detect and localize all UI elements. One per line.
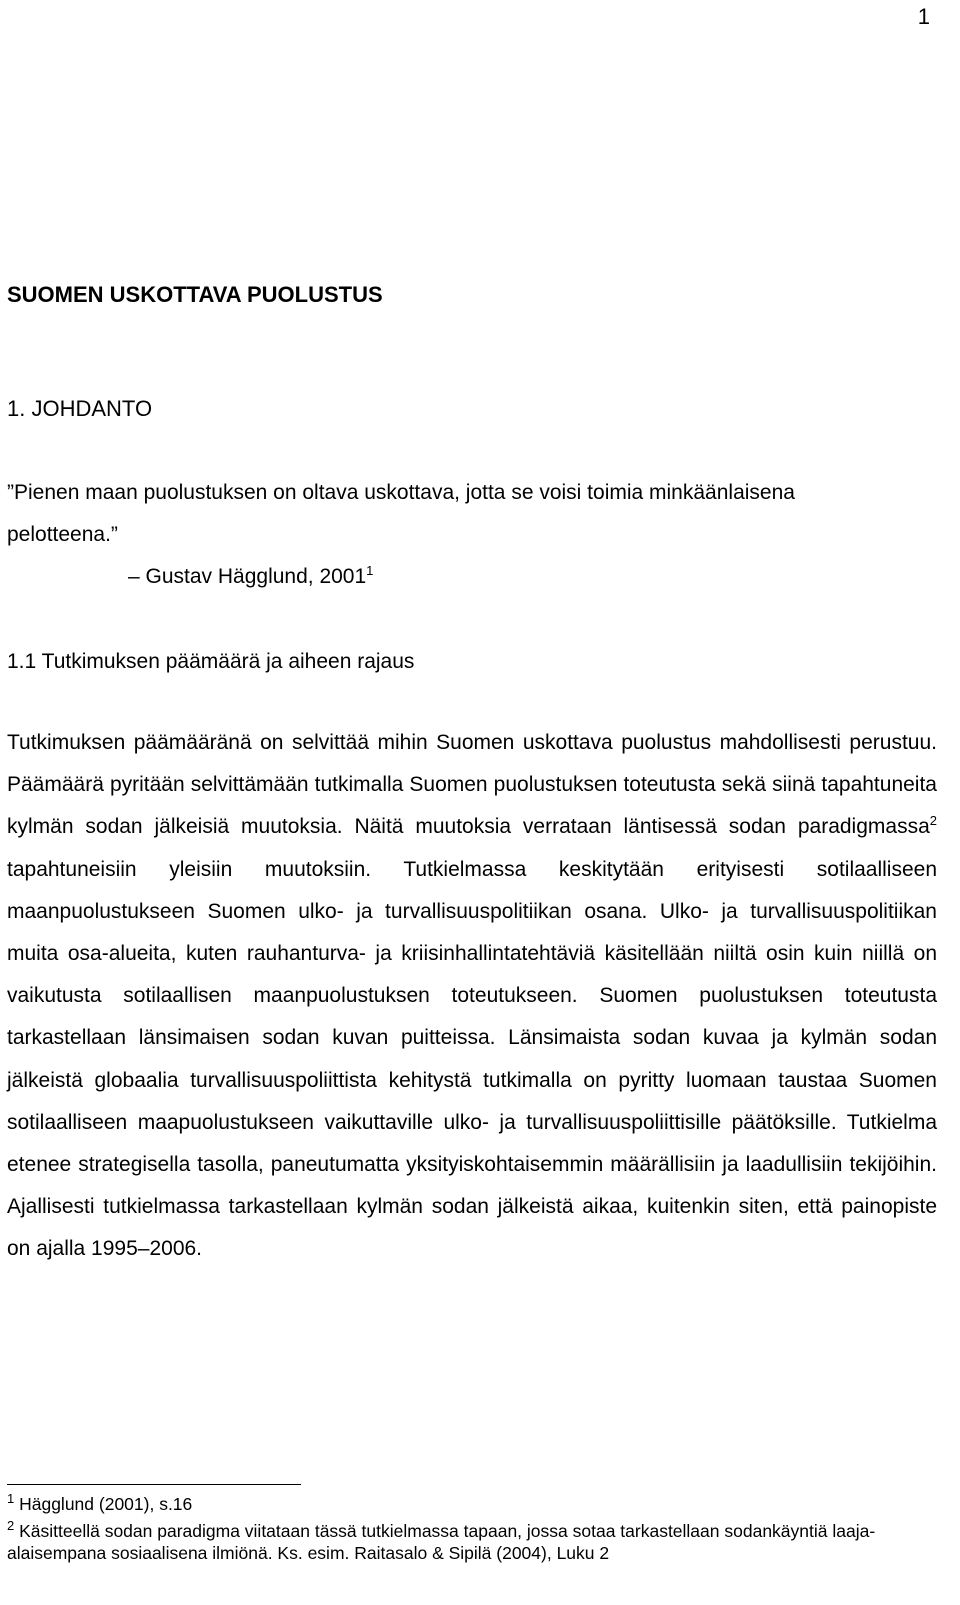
section-heading [7, 650, 414, 674]
footnote-2 [7, 1520, 937, 1564]
quote-line-2: pelotteena.” [7, 523, 118, 546]
chapter-heading [7, 396, 152, 422]
paragraph-part-1: Tutkimuksen päämääränä on selvittää mihin Suomen uskottava puolustus mahdollisesti perustuu. Päämäärä pyritään selvittämään tutkimalla Suomen puolustuksen toteutusta sekä siinä tapahtuneita kylmän sodan jälkeisiä muutoksia. Näitä muutoksia verrataan läntisessä sodan paradigmassa [7, 731, 937, 839]
footnote-number-2: 2 [7, 1518, 15, 1534]
footnote-ref-2: 2 [929, 813, 937, 829]
footnote-text-1: Hägglund (2001), s.16 [14, 1494, 193, 1514]
document-title: SUOMEN USKOTTAVA PUOLUSTUS [7, 282, 383, 307]
footnote-ref-1: 1 [366, 563, 374, 578]
page-number: 1 [917, 4, 930, 29]
footnote-1 [7, 1493, 937, 1515]
chapter-heading-text: 1. JOHDANTO [7, 396, 153, 421]
quote-line-1: ”Pienen maan puolustuksen on oltava uskottava, jotta se voisi toimia minkäänlaisena [7, 481, 795, 504]
footnote-text-2: Käsitteellä sodan paradigma viitataan tässä tutkielmassa tapaan, jossa sotaa tarkastellaan sodankäyntiä laaja-alaisempana sosiaalisena ilmiönä. Ks. esim. Raitasalo & Sipilä (2004), Luku 2 [7, 1521, 876, 1563]
paragraph-part-2: tapahtuneisiin yleisiin muutoksiin. Tutkielmassa keskitytään erityisesti sotilaalliseen maanpuolustukseen Suomen ulko- ja turvallisuuspolitiikan osana. Ulko- ja turvallisuuspolitiikan muita osa-alueita, kuten rauhanturva- ja kriisinhallintatehtäviä käsitellään niiltä osin kuin niillä on vaikutusta sotilaallisen maanpuolustuksen toteutukseen. Suomen puolustuksen toteutusta tarkastellaan länsimaisen sodan kuvan puitteissa. Länsimaista sodan kuvaa ja kylmän sodan jälkeistä globaalia turvallisuuspoliittista kehitystä tutkimalla on pyritty luomaan taustaa Suomen sotilaalliseen maapuolustukseen vaikuttaville ulko- ja turvallisuuspoliittisille päätöksille. Tutkielma etenee strategisella tasolla, paneutumatta yksityiskohtaisemmin määrällisiin ja laadullisiin tekijöihin. Ajallisesti tutkielmassa tarkastellaan kylmän sodan jälkeistä aikaa, kuitenkin siten, että painopiste on ajalla 1995–2006. [7, 857, 937, 1261]
footnote-number-1: 1 [7, 1491, 15, 1507]
attribution-text: – Gustav Hägglund, 2001 [128, 565, 367, 588]
body-paragraph [7, 722, 937, 1271]
footnote-separator [7, 1484, 301, 1485]
section-heading-text: 1.1 Tutkimuksen päämäärä ja aiheen rajaus [7, 650, 415, 673]
quote-attribution [128, 565, 373, 589]
